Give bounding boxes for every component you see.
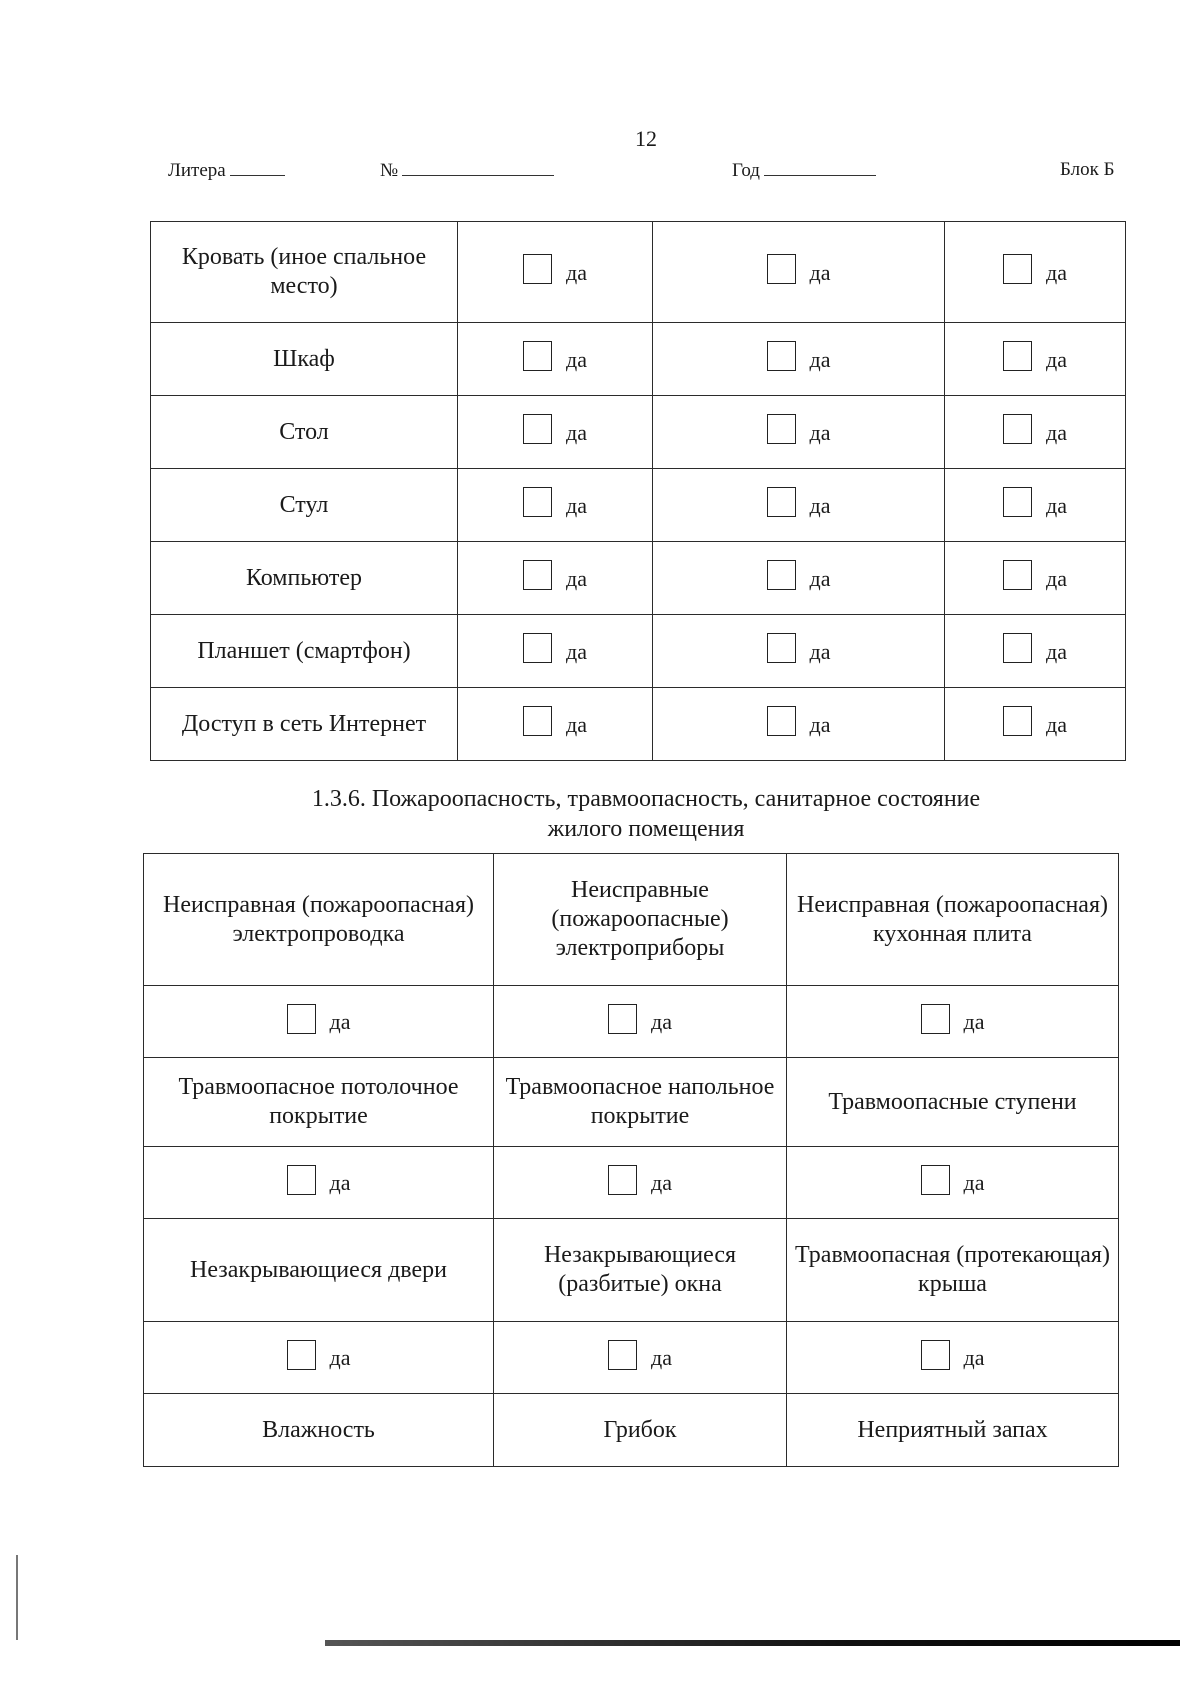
yes-checkbox-cell xyxy=(653,469,945,542)
checkbox[interactable] xyxy=(287,1165,316,1195)
checkbox[interactable] xyxy=(1003,414,1032,444)
checkbox[interactable] xyxy=(523,254,552,284)
yes-checkbox-cell xyxy=(144,1322,494,1394)
equipment-table xyxy=(150,221,1126,761)
hazard-label: Неисправная (пожароопасная) кухонная плита xyxy=(787,854,1119,986)
yes-label: да xyxy=(329,1345,351,1371)
table-row xyxy=(151,615,1126,688)
hazard-label: Неисправная (пожароопасная) электропроводка xyxy=(144,854,494,986)
item-label: Доступ в сеть Интернет xyxy=(151,688,458,761)
yes-checkbox-cell xyxy=(653,688,945,761)
sanitary-label: Влажность xyxy=(144,1394,494,1467)
yes-label: да xyxy=(809,565,831,591)
checkbox[interactable] xyxy=(767,341,796,371)
section-title-line2: жилого помещения xyxy=(547,816,745,842)
checkbox[interactable] xyxy=(523,560,552,590)
checkbox[interactable] xyxy=(1003,633,1032,663)
hazard-label: Травмоопасное напольное покрытие xyxy=(494,1058,787,1147)
yes-checkbox-cell xyxy=(945,615,1126,688)
yes-label: да xyxy=(1046,346,1067,372)
checkbox[interactable] xyxy=(921,1165,950,1195)
checkbox[interactable] xyxy=(1003,254,1032,284)
table-row xyxy=(151,469,1126,542)
year-field xyxy=(732,159,876,182)
yes-checkbox-cell xyxy=(945,542,1126,615)
item-label: Стол xyxy=(151,396,458,469)
footer-bar xyxy=(325,1640,1180,1646)
yes-checkbox-cell xyxy=(787,986,1119,1058)
hazard-label: Незакрывающиеся (разбитые) окна xyxy=(494,1219,787,1322)
yes-label: да xyxy=(651,1009,672,1035)
item-label: Кровать (иное спальное место) xyxy=(151,222,458,323)
hazard-label: Незакрывающиеся двери xyxy=(144,1219,494,1322)
table-row xyxy=(151,688,1126,761)
checkbox[interactable] xyxy=(767,706,796,736)
yes-checkbox-cell xyxy=(458,542,653,615)
page-number: 12 xyxy=(635,126,657,151)
hazard-label: Неисправные (пожароопасные) электроприборы xyxy=(494,854,787,986)
yes-label: да xyxy=(1046,492,1067,518)
yes-label: да xyxy=(963,1170,985,1196)
yes-checkbox-cell xyxy=(458,222,653,323)
yes-checkbox-cell xyxy=(945,688,1126,761)
yes-label: да xyxy=(1046,638,1067,664)
table-row xyxy=(151,222,1126,323)
number-label: № xyxy=(380,160,399,181)
hazard-label: Травмоопасная (протекающая) крыша xyxy=(787,1219,1119,1322)
yes-checkbox-cell xyxy=(945,396,1126,469)
yes-checkbox-cell xyxy=(653,396,945,469)
litera-blank[interactable] xyxy=(230,159,285,176)
yes-label: да xyxy=(809,711,831,737)
item-label: Компьютер xyxy=(151,542,458,615)
yes-label: да xyxy=(809,638,831,664)
yes-checkbox-cell xyxy=(945,323,1126,396)
checkbox[interactable] xyxy=(1003,341,1032,371)
litera-label: Литера xyxy=(168,160,226,181)
yes-checkbox-cell xyxy=(653,542,945,615)
section-title-line1: 1.3.6. Пожароопасность, травмоопасность, санитарное состояние xyxy=(311,786,981,812)
hazard-checkbox-row xyxy=(144,1147,1119,1219)
number-field xyxy=(380,159,554,182)
yes-label: да xyxy=(809,259,831,285)
number-blank[interactable] xyxy=(402,159,554,176)
sanitary-label: Грибок xyxy=(494,1394,787,1467)
checkbox[interactable] xyxy=(767,254,796,284)
yes-checkbox-cell xyxy=(458,323,653,396)
yes-label: да xyxy=(963,1009,985,1035)
safety-table xyxy=(143,853,1119,1467)
margin-mark xyxy=(16,1555,18,1640)
checkbox[interactable] xyxy=(523,341,552,371)
yes-checkbox-cell xyxy=(787,1322,1119,1394)
yes-label: да xyxy=(651,1170,672,1196)
checkbox[interactable] xyxy=(523,706,552,736)
yes-checkbox-cell xyxy=(653,323,945,396)
item-label: Стул xyxy=(151,469,458,542)
yes-label: да xyxy=(1046,711,1067,737)
year-label: Год xyxy=(732,160,760,181)
yes-label: да xyxy=(963,1345,985,1371)
checkbox[interactable] xyxy=(608,1165,637,1195)
yes-label: да xyxy=(1046,259,1067,285)
yes-checkbox-cell xyxy=(653,615,945,688)
yes-checkbox-cell xyxy=(945,222,1126,323)
checkbox[interactable] xyxy=(767,414,796,444)
yes-label: да xyxy=(651,1345,672,1371)
yes-checkbox-cell xyxy=(458,688,653,761)
checkbox[interactable] xyxy=(767,633,796,663)
yes-label: да xyxy=(329,1009,351,1035)
yes-label: да xyxy=(566,565,587,591)
checkbox[interactable] xyxy=(523,487,552,517)
hazard-label: Травмоопасные ступени xyxy=(787,1058,1119,1147)
yes-checkbox-cell xyxy=(458,615,653,688)
yes-checkbox-cell xyxy=(144,986,494,1058)
yes-label: да xyxy=(566,492,587,518)
yes-checkbox-cell xyxy=(494,1322,787,1394)
yes-checkbox-cell xyxy=(144,1147,494,1219)
sanitary-row xyxy=(144,1394,1119,1467)
yes-checkbox-cell xyxy=(494,1147,787,1219)
yes-checkbox-cell xyxy=(458,396,653,469)
hazard-label-row xyxy=(144,1219,1119,1322)
year-blank[interactable] xyxy=(764,159,876,176)
item-label: Планшет (смартфон) xyxy=(151,615,458,688)
litera-field xyxy=(168,159,285,182)
yes-label: да xyxy=(809,492,831,518)
yes-label: да xyxy=(566,419,587,445)
yes-label: да xyxy=(566,259,587,285)
hazard-checkbox-row xyxy=(144,986,1119,1058)
checkbox[interactable] xyxy=(767,560,796,590)
table-row xyxy=(151,396,1126,469)
hazard-label-row xyxy=(144,1058,1119,1147)
yes-checkbox-cell xyxy=(494,986,787,1058)
yes-label: да xyxy=(809,346,831,372)
yes-label: да xyxy=(566,346,587,372)
table-row xyxy=(151,323,1126,396)
checkbox[interactable] xyxy=(287,1340,316,1370)
checkbox[interactable] xyxy=(608,1004,637,1034)
block-label: Блок Б xyxy=(1060,159,1115,180)
checkbox[interactable] xyxy=(1003,706,1032,736)
yes-checkbox-cell xyxy=(945,469,1126,542)
item-label: Шкаф xyxy=(151,323,458,396)
yes-label: да xyxy=(1046,419,1067,445)
checkbox[interactable] xyxy=(523,414,552,444)
yes-checkbox-cell xyxy=(787,1147,1119,1219)
checkbox[interactable] xyxy=(608,1340,637,1370)
table-row xyxy=(151,542,1126,615)
hazard-label: Травмоопасное потолочное покрытие xyxy=(144,1058,494,1147)
checkbox[interactable] xyxy=(921,1004,950,1034)
checkbox[interactable] xyxy=(1003,487,1032,517)
checkbox[interactable] xyxy=(921,1340,950,1370)
yes-checkbox-cell xyxy=(458,469,653,542)
yes-label: да xyxy=(329,1170,351,1196)
sanitary-label: Неприятный запах xyxy=(787,1394,1119,1467)
section-title xyxy=(0,784,1200,844)
yes-label: да xyxy=(809,419,831,445)
yes-label: да xyxy=(566,711,587,737)
hazard-label-row xyxy=(144,854,1119,986)
checkbox[interactable] xyxy=(287,1004,316,1034)
checkbox[interactable] xyxy=(1003,560,1032,590)
hazard-checkbox-row xyxy=(144,1322,1119,1394)
checkbox[interactable] xyxy=(523,633,552,663)
yes-label: да xyxy=(566,638,587,664)
checkbox[interactable] xyxy=(767,487,796,517)
yes-checkbox-cell xyxy=(653,222,945,323)
yes-label: да xyxy=(1046,565,1067,591)
